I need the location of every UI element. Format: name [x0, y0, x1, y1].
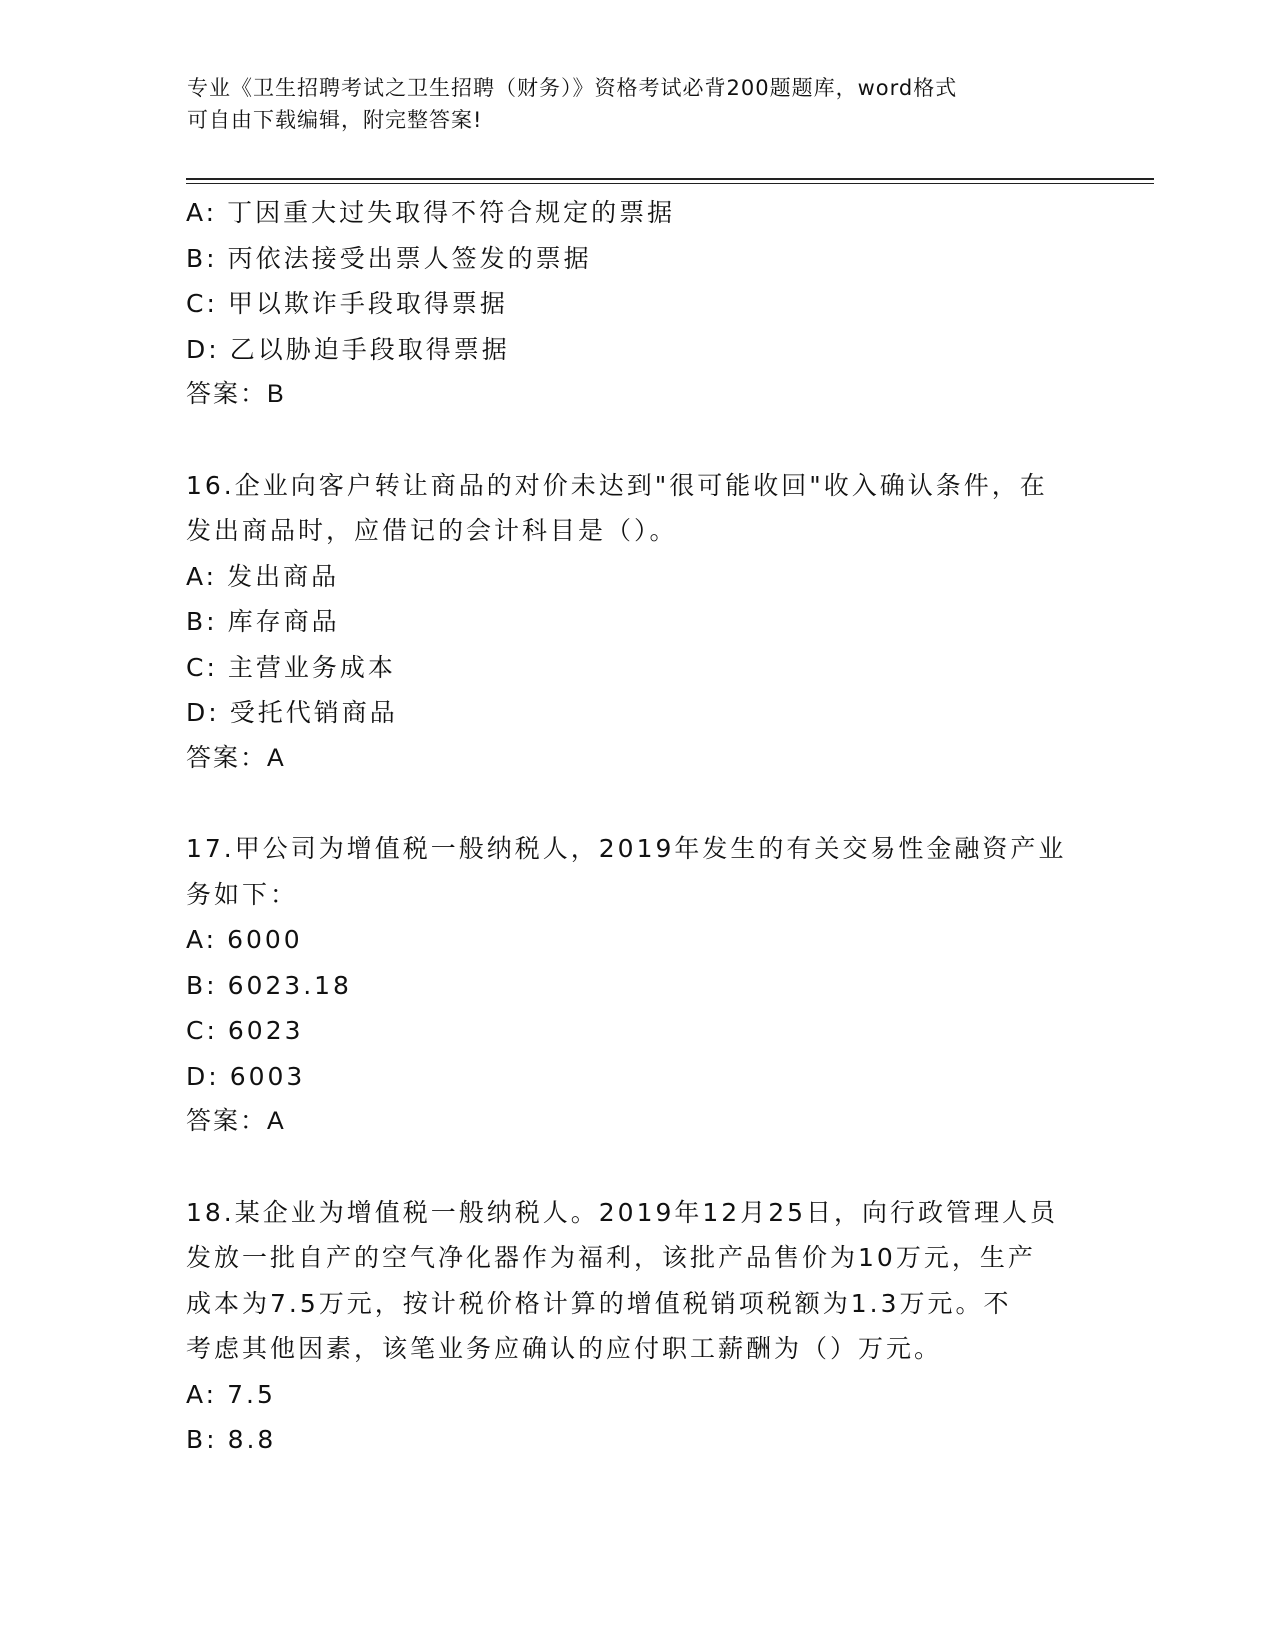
header-divider-thick	[186, 178, 1154, 180]
option-text: 甲以欺诈手段取得票据	[227, 289, 508, 318]
option-letter: C:	[186, 289, 218, 318]
option-b	[186, 599, 1086, 645]
option-text: 7.5	[227, 1379, 276, 1409]
question-text: 16.企业向客户转让商品的对价未达到"很可能收回"收入确认条件，在	[186, 470, 1048, 500]
question-text: 17.甲公司为增值税一般纳税人，2019年发生的有关交易性金融资产业	[186, 834, 1067, 863]
option-text: 6000	[227, 925, 303, 954]
option-text: 乙以胁迫手段取得票据	[229, 334, 510, 364]
option-a	[186, 917, 1086, 963]
option-letter: C:	[186, 1016, 218, 1045]
option-text: 8.8	[227, 1425, 277, 1454]
question-text: 18.某企业为增值税一般纳税人。2019年12月25日，向行政管理人员	[186, 1197, 1059, 1227]
question-16	[186, 463, 1086, 782]
option-letter: D:	[186, 334, 220, 364]
question-text: 成本为7.5万元，按计税价格计算的增值税销项税额为1.3万元。不	[186, 1288, 1012, 1318]
document-header	[187, 72, 1067, 136]
question-text: 发放一批自产的空气净化器作为福利，该批产品售价为10万元，生产	[186, 1243, 1036, 1272]
option-letter: A:	[186, 198, 218, 227]
option-letter: B:	[186, 1425, 218, 1454]
option-text: 6023.18	[227, 970, 352, 1000]
option-letter: D:	[186, 698, 220, 727]
spacer	[186, 781, 1086, 826]
spacer	[186, 418, 1086, 463]
question-17	[186, 826, 1086, 1145]
option-d	[186, 690, 1086, 736]
answer-label: 答案：A	[186, 743, 286, 772]
option-text: 受托代销商品	[229, 698, 398, 727]
answer-label: 答案：B	[186, 380, 286, 408]
option-d	[186, 1054, 1086, 1100]
option-letter: A:	[186, 561, 218, 591]
header-title-line-1: 专业《卫生招聘考试之卫生招聘（财务）》资格考试必背200题题库，word格式	[187, 76, 958, 100]
option-b	[186, 1417, 1086, 1463]
option-letter: C:	[186, 652, 218, 682]
option-c	[186, 645, 1086, 691]
option-b	[186, 236, 1086, 282]
question-list	[186, 190, 1086, 1463]
question-text: 务如下：	[186, 879, 299, 909]
option-a	[186, 1372, 1086, 1418]
option-text: 库存商品	[227, 607, 340, 636]
option-letter: A:	[186, 1379, 218, 1409]
header-title-line-2: 可自由下载编辑，附完整答案!	[187, 108, 483, 132]
option-letter: B:	[186, 970, 218, 1000]
question-text: 考虑其他因素，该笔业务应确认的应付职工薪酬为（）万元。	[186, 1334, 943, 1363]
option-b	[186, 963, 1086, 1009]
option-c	[186, 1008, 1086, 1054]
option-text: 6003	[229, 1061, 306, 1091]
option-text: 丁因重大过失取得不符合规定的票据	[227, 198, 676, 227]
option-c	[186, 281, 1086, 327]
option-a	[186, 190, 1086, 236]
option-d	[186, 327, 1086, 373]
question-15	[186, 190, 1086, 418]
header-divider-thin	[186, 183, 1154, 184]
option-text: 主营业务成本	[227, 652, 396, 682]
option-letter: A:	[186, 925, 218, 954]
option-a	[186, 554, 1086, 600]
option-letter: D:	[186, 1061, 220, 1091]
question-18	[186, 1190, 1086, 1463]
answer-label: 答案：A	[186, 1107, 286, 1135]
option-text: 6023	[227, 1016, 304, 1045]
option-letter: B:	[186, 607, 218, 636]
option-text: 发出商品	[227, 561, 340, 591]
option-text: 丙依法接受出票人签发的票据	[227, 243, 592, 273]
question-text: 发出商品时，应借记的会计科目是（）。	[186, 516, 678, 545]
option-letter: B:	[186, 243, 218, 273]
spacer	[186, 1145, 1086, 1190]
